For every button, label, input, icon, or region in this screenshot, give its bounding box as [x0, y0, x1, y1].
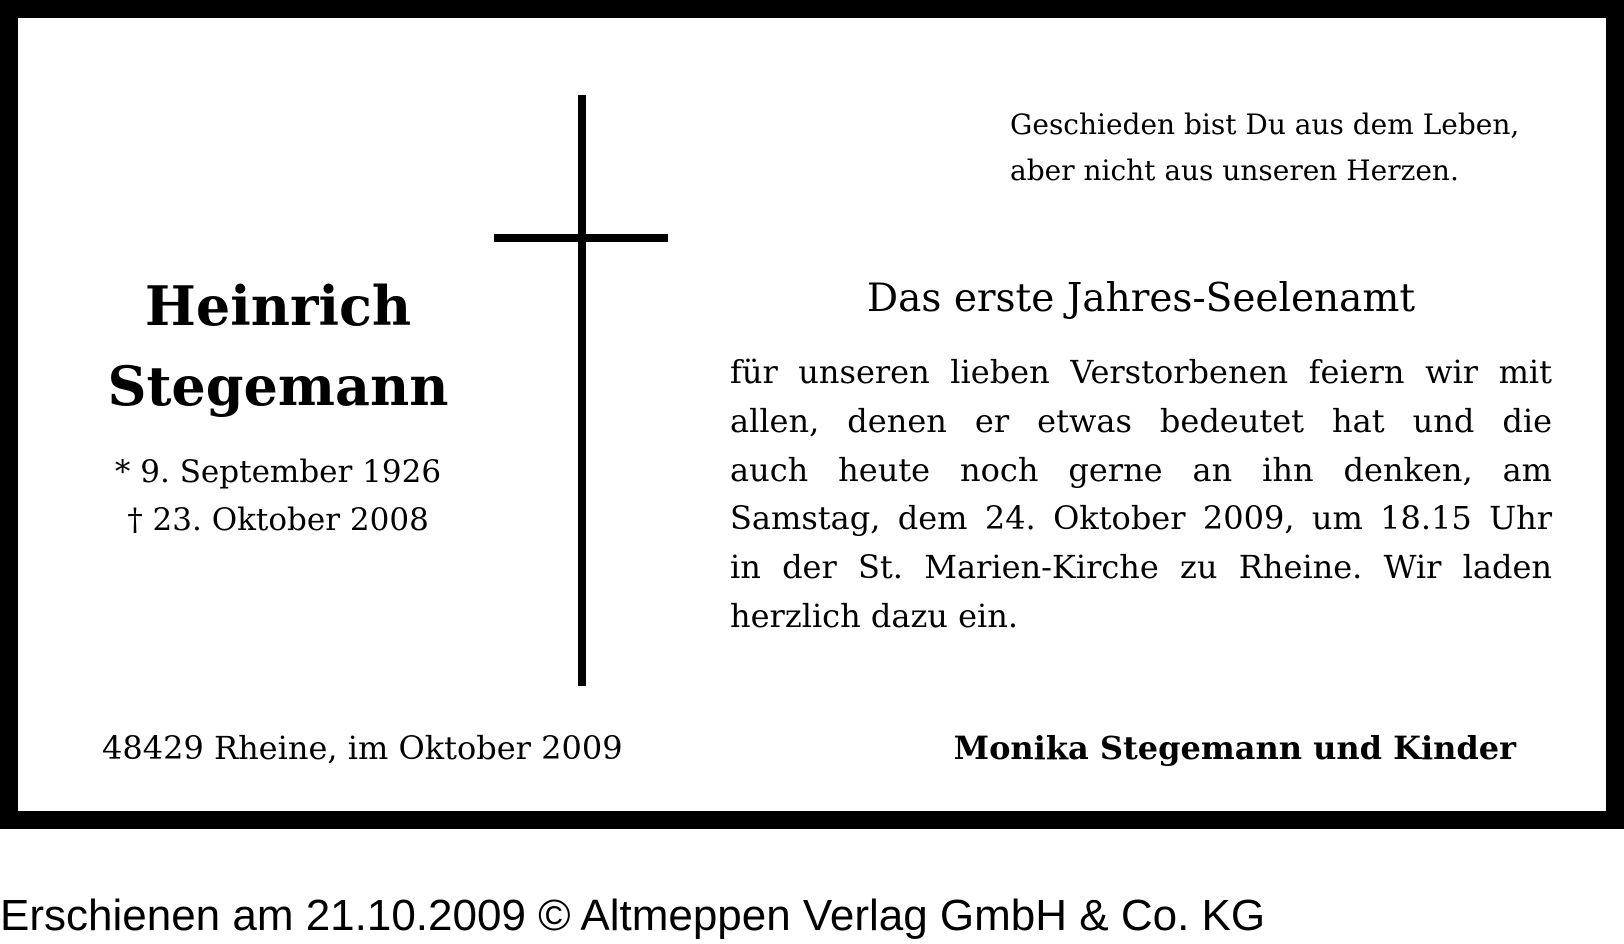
life-dates: [78, 448, 478, 544]
cross-icon-vertical-bar: [578, 95, 586, 686]
deceased-name: [78, 266, 478, 426]
announcement-line: Samstag, dem 24. Oktober 2009, um 18.15 Uhr: [730, 499, 1552, 538]
announcement-text: [730, 348, 1552, 641]
death-date: † 23. Oktober 2008: [127, 502, 429, 538]
announcement-line: auch heute noch gerne an ihn denken, am: [730, 450, 1552, 489]
announcement-line: in der St. Marien-Kirche zu Rheine. Wir laden: [730, 548, 1552, 587]
deceased-first-name: Heinrich: [144, 274, 412, 338]
announcement-line: allen, denen er etwas bedeutet hat und die: [730, 401, 1552, 440]
memorial-quote: [1010, 102, 1570, 194]
quote-line: aber nicht aus unseren Herzen.: [1010, 154, 1459, 187]
mass-heading: Das erste Jahres-Seelenamt: [866, 276, 1416, 321]
birth-date: * 9. September 1926: [114, 454, 442, 490]
deceased-last-name: Stegemann: [107, 354, 449, 418]
publication-footer: Erschienen am 21.10.2009 © Altmeppen Verlag GmbH & Co. KG: [0, 891, 1266, 940]
announcement-line: für unseren lieben Verstorbenen feiern wir mit: [730, 353, 1552, 391]
cross-icon-horizontal-bar: [494, 234, 668, 242]
family-signature: Monika Stegemann und Kinder: [953, 729, 1516, 767]
announcement-line: herzlich dazu ein.: [730, 596, 1019, 635]
quote-line: Geschieden bist Du aus dem Leben,: [1010, 108, 1520, 141]
place-and-date: 48429 Rheine, im Oktober 2009: [102, 729, 623, 767]
